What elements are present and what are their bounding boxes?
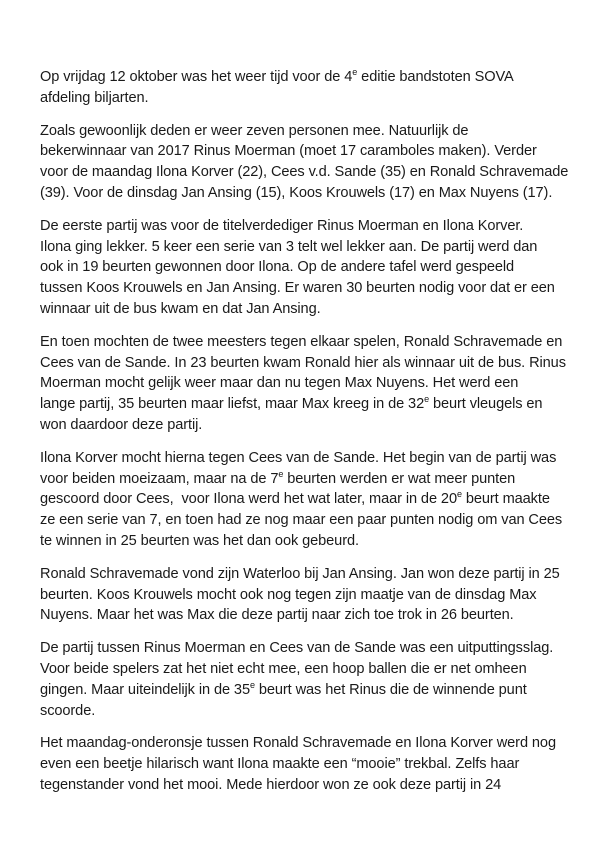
text-line: (39). Voor de dinsdag Jan Ansing (15), Koos Krouwels (17) en Max Nuyens (17). xyxy=(40,184,553,201)
text-line: winnaar uit de bus kwam en dat Jan Ansing. xyxy=(40,300,321,317)
paragraph xyxy=(40,67,581,109)
paragraph xyxy=(40,564,581,626)
paragraph xyxy=(40,121,581,204)
ordinal-superscript: e xyxy=(424,394,430,405)
text-line: gingen. Maar uiteindelijk in de 35e beurt was het Rinus die de winnende punt xyxy=(40,679,527,698)
ordinal-superscript: e xyxy=(456,489,462,500)
paragraph xyxy=(40,448,581,552)
text-line: even een beetje hilarisch want Ilona maakte een “mooie” trekbal. Zelfs haar xyxy=(40,756,520,773)
ordinal-superscript: e xyxy=(249,679,255,690)
ordinal-superscript: e xyxy=(278,468,284,479)
text-line: beurten. Koos Krouwels mocht ook nog tegen zijn maatje van de dinsdag Max xyxy=(40,586,537,603)
text-line: bekerwinnaar van 2017 Rinus Moerman (moet 17 caramboles maken). Verder xyxy=(40,143,537,160)
text-line: scoorde. xyxy=(40,702,96,719)
text-line: voor de maandag Ilona Korver (22), Cees v.d. Sande (35) en Ronald Schravemade xyxy=(40,164,569,181)
text-line: Het maandag-onderonsje tussen Ronald Schravemade en Ilona Korver werd nog xyxy=(40,735,556,752)
text-line: tegenstander vond het mooi. Mede hierdoor won ze ook deze partij in 24 xyxy=(40,776,502,793)
text-line: Zoals gewoonlijk deden er weer zeven personen mee. Natuurlijk de xyxy=(40,122,469,139)
paragraph xyxy=(40,733,581,795)
text-line: Nuyens. Maar het was Max die deze partij naar zich toe trok in 26 beurten. xyxy=(40,607,514,624)
text-line: De eerste partij was voor de titelverdediger Rinus Moerman en Ilona Korver. xyxy=(40,217,524,234)
paragraph xyxy=(40,332,581,436)
text-line: ook in 19 beurten gewonnen door Ilona. Op de andere tafel werd gespeeld xyxy=(40,259,515,276)
document-body xyxy=(40,67,581,796)
text-line: En toen mochten de twee meesters tegen elkaar spelen, Ronald Schravemade en xyxy=(40,333,563,350)
paragraph xyxy=(40,216,581,320)
text-line: De partij tussen Rinus Moerman en Cees van de Sande was een uitputtingsslag. xyxy=(40,640,554,657)
paragraph xyxy=(40,638,581,721)
text-line: Voor beide spelers zat het niet echt mee, een hoop ballen die er net omheen xyxy=(40,660,527,677)
text-line: Moerman mocht gelijk weer maar dan nu tegen Max Nuyens. Het werd een xyxy=(40,375,519,392)
text-line: Ilona Korver mocht hierna tegen Cees van de Sande. Het begin van de partij was xyxy=(40,449,557,466)
text-line: ze een serie van 7, en toen had ze nog maar een paar punten nodig om van Cees xyxy=(40,512,563,529)
text-line: gescoord door Cees, voor Ilona werd het wat later, maar in de 20e beurt maakte xyxy=(40,489,550,508)
text-line: Op vrijdag 12 oktober was het weer tijd voor de 4e editie bandstoten SOVA xyxy=(40,67,514,85)
text-line: lange partij, 35 beurten maar liefst, maar Max kreeg in de 32e beurt vleugels en xyxy=(40,394,543,413)
text-line: won daardoor deze partij. xyxy=(40,416,203,433)
text-line: te winnen in 25 beurten was het dan ook gebeurd. xyxy=(40,532,359,549)
text-line: Ronald Schravemade vond zijn Waterloo bij Jan Ansing. Jan won deze partij in 25 xyxy=(40,565,560,582)
text-line: Ilona ging lekker. 5 keer een serie van 3 telt wel lekker aan. De partij werd dan xyxy=(40,238,538,255)
text-line: Cees van de Sande. In 23 beurten kwam Ronald hier als winnaar uit de bus. Rinus xyxy=(40,354,566,371)
text-line: tussen Koos Krouwels en Jan Ansing. Er waren 30 beurten nodig voor dat er een xyxy=(40,280,555,297)
text-line: afdeling biljarten. xyxy=(40,89,149,106)
ordinal-superscript: e xyxy=(352,67,358,78)
text-line: voor beiden moeizaam, maar na de 7e beurten werden er wat meer punten xyxy=(40,468,516,487)
